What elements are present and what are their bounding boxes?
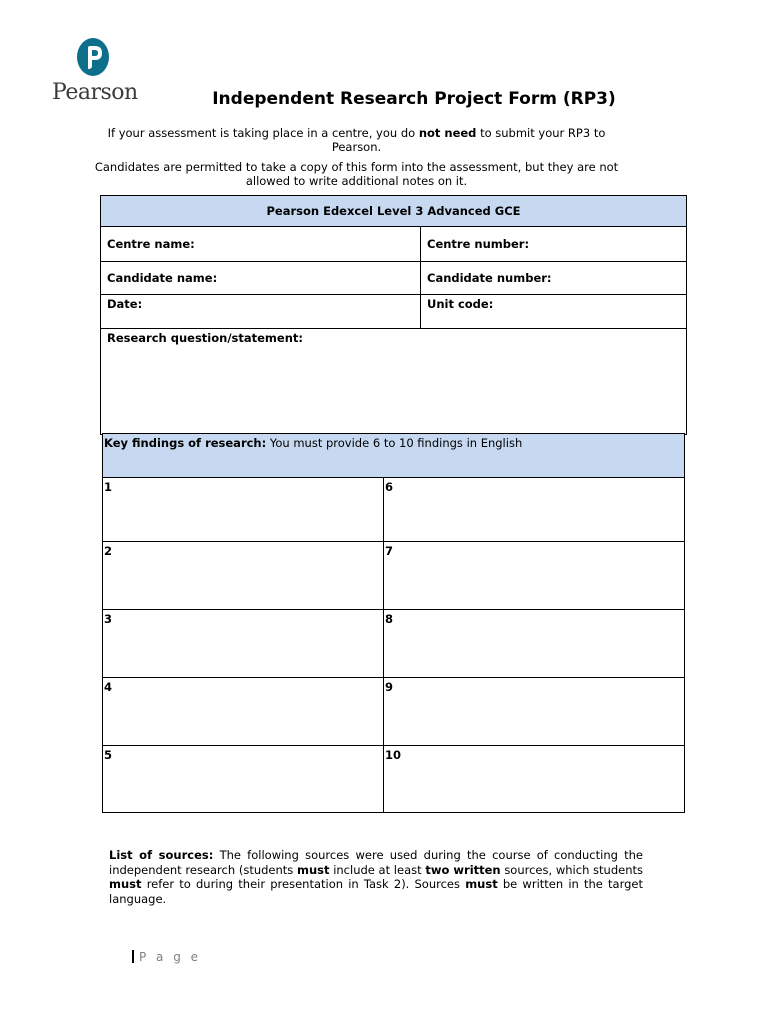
finding-cell-2[interactable] [103,542,384,610]
candidate-details-table [100,195,687,435]
finding-number: 7 [385,544,394,558]
list-of-sources-paragraph: List of sources: The following sources were used during the course of conducting the independent research (students must include at least two written sources, which students must refer to during their presentation in Task 2). Sources must be written in the target language. [109,848,644,906]
finding-cell-1[interactable] [103,478,384,542]
finding-cell-4[interactable] [103,678,384,746]
finding-cell-5[interactable] [103,746,384,813]
candidate-number-field[interactable]: Candidate number: [421,262,687,295]
finding-number: 4 [104,680,113,694]
intro-line-1: If your assessment is taking place in a centre, you do not need to submit your RP3 to Pearson. [107,126,606,154]
key-findings-table [102,433,685,813]
pearson-logo-icon [76,38,110,78]
candidate-name-field[interactable]: Candidate name: [101,262,421,295]
key-findings-heading: Key findings of research: You must provide 6 to 10 findings in English [103,434,685,478]
page-label: P a g e [139,950,202,964]
finding-number: 1 [104,480,113,494]
footer-divider [132,950,134,963]
page-title: Independent Research Project Form (RP3) [212,89,616,109]
finding-number: 9 [385,680,394,694]
finding-cell-8[interactable] [384,610,685,678]
finding-number: 3 [104,612,113,626]
finding-cell-10[interactable] [384,746,685,813]
finding-number: 10 [385,748,402,762]
finding-number: 5 [104,748,113,762]
page-footer [132,950,201,964]
finding-cell-9[interactable] [384,678,685,746]
centre-number-field[interactable]: Centre number: [421,227,687,262]
finding-cell-3[interactable] [103,610,384,678]
finding-number: 6 [385,480,394,494]
finding-number: 8 [385,612,394,626]
qualification-heading: Pearson Edexcel Level 3 Advanced GCE [101,196,687,227]
research-question-field[interactable]: Research question/statement: [101,329,687,435]
finding-cell-7[interactable] [384,542,685,610]
intro-line-2: Candidates are permitted to take a copy of this form into the assessment, but they are not allowed to write additional notes on it. [94,160,619,188]
finding-cell-6[interactable] [384,478,685,542]
pearson-logo-text: Pearson [52,80,138,105]
finding-number: 2 [104,544,113,558]
unit-code-field[interactable]: Unit code: [421,295,687,329]
date-field[interactable]: Date: [101,295,421,329]
centre-name-field[interactable]: Centre name: [101,227,421,262]
